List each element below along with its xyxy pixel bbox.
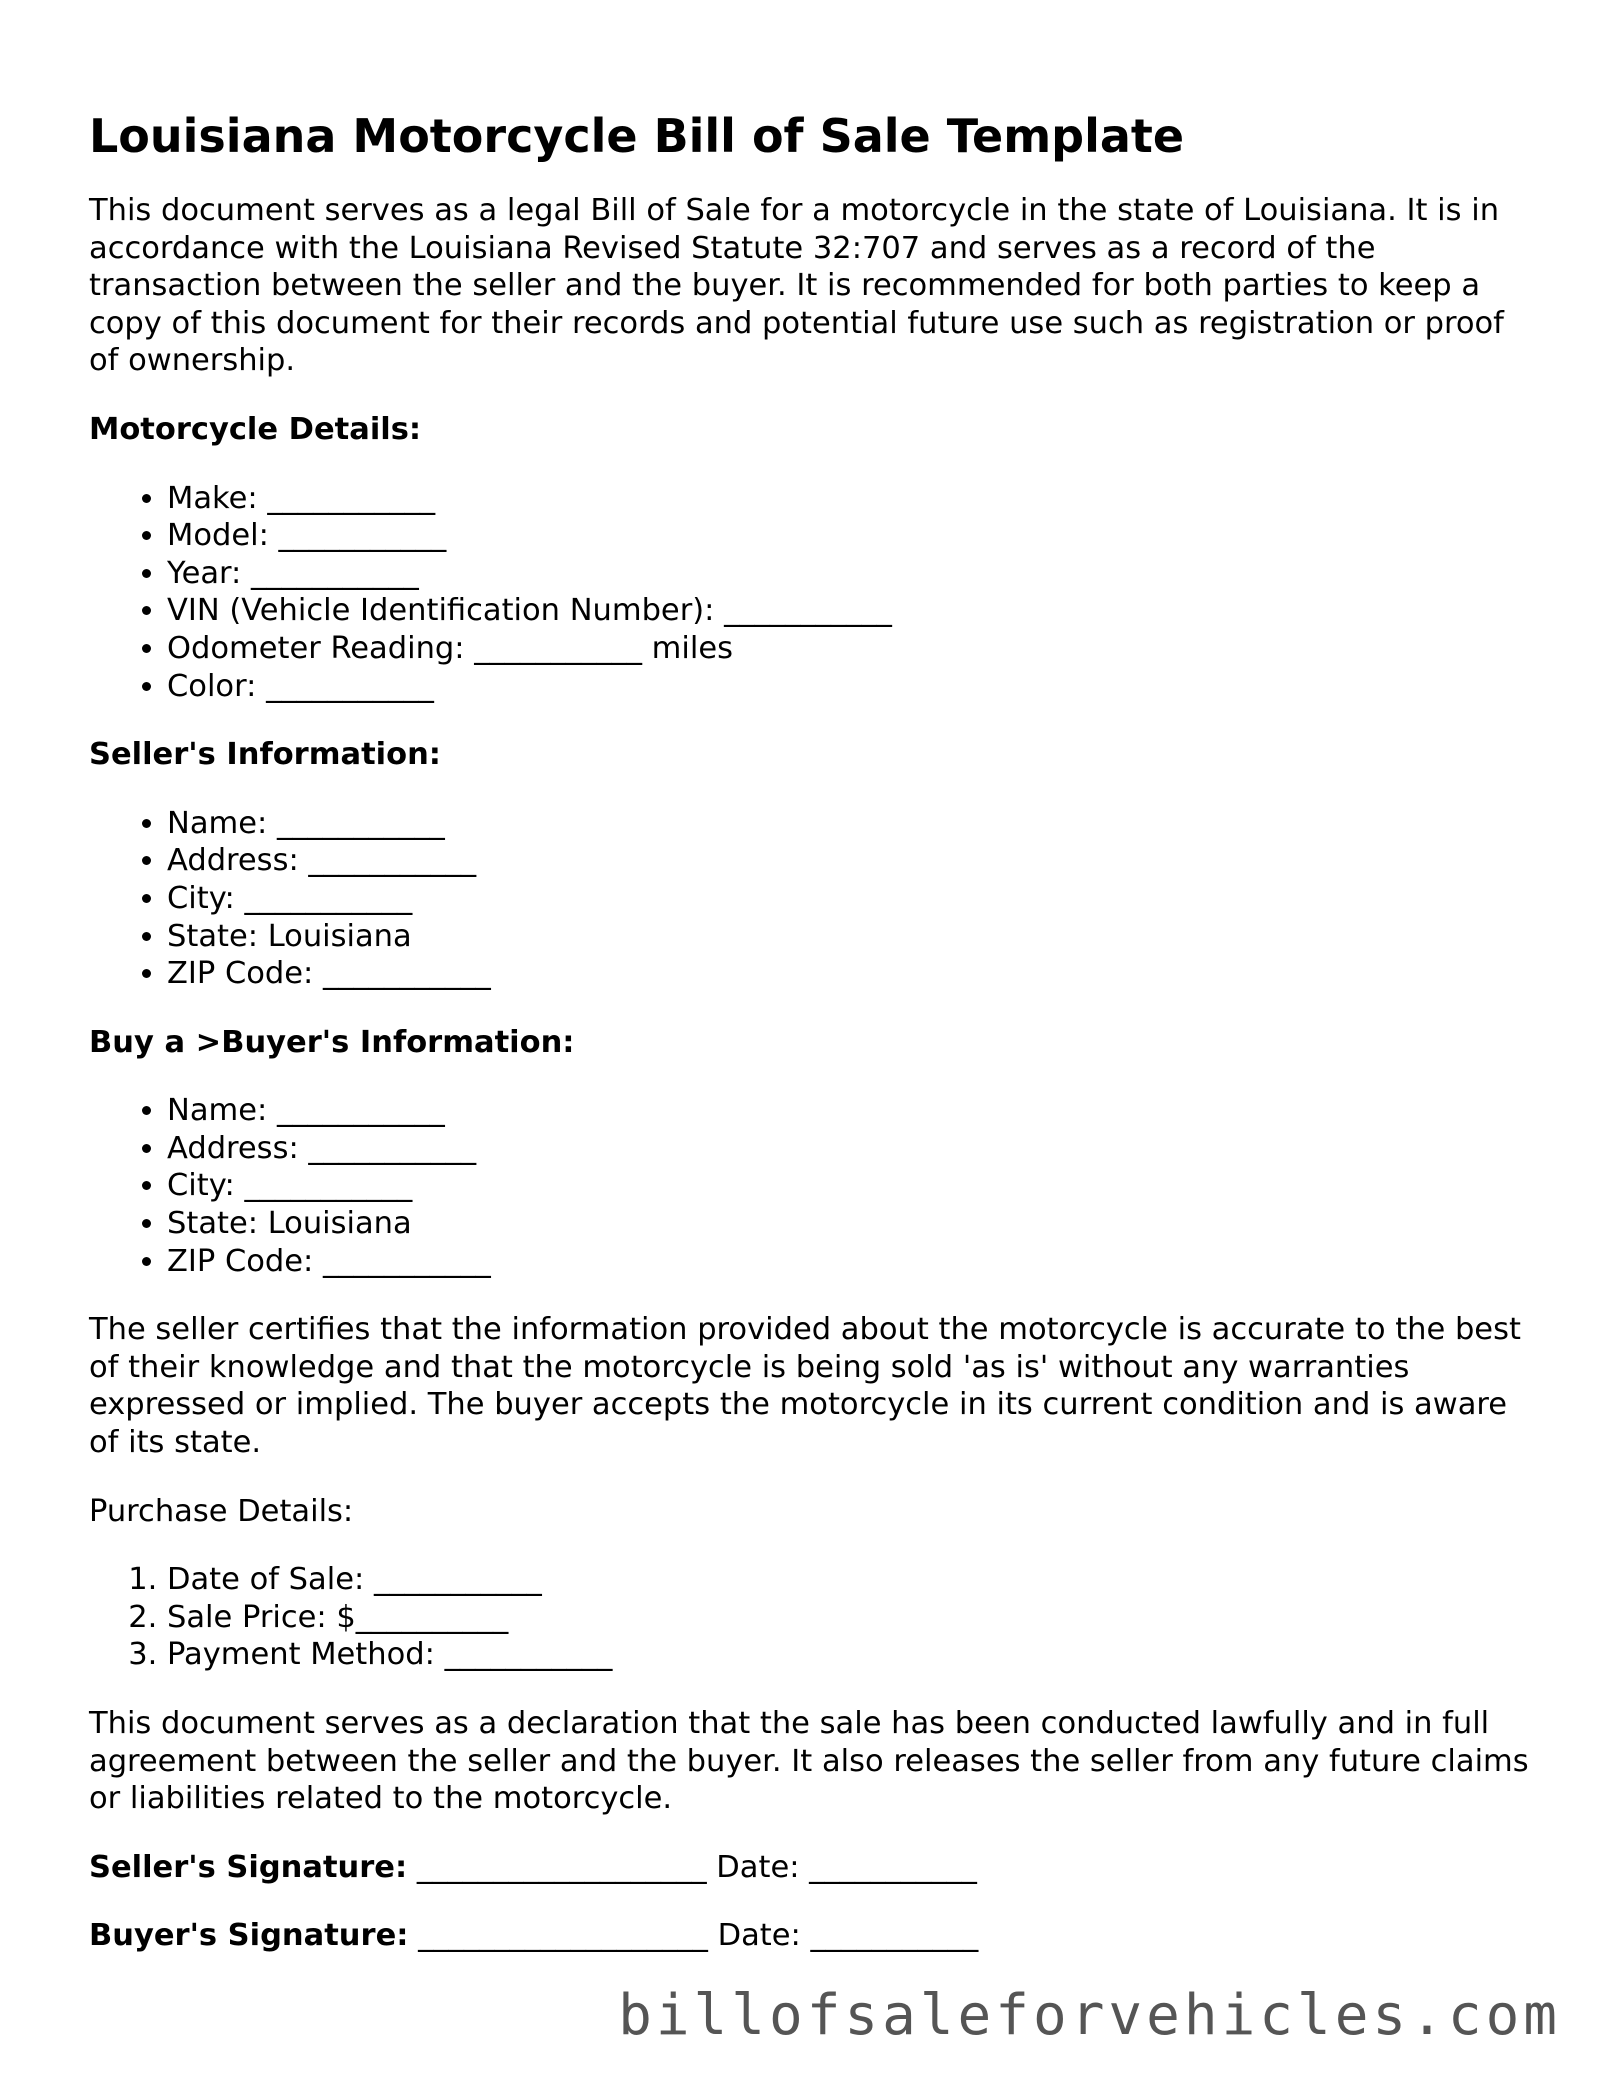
seller-signature-line bbox=[89, 1849, 1529, 1887]
list-item: • Make: ___________ bbox=[167, 480, 1529, 518]
list-item: 1. Date of Sale: ___________ bbox=[167, 1561, 1529, 1599]
motorcycle-details-heading: Motorcycle Details: bbox=[89, 411, 422, 447]
purchase-details-list bbox=[89, 1561, 1529, 1674]
buyer-info-heading: Buy a >Buyer's Information: bbox=[89, 1024, 575, 1060]
list-item: • Name: ___________ bbox=[167, 1092, 1529, 1130]
list-item: • Model: ___________ bbox=[167, 517, 1529, 555]
seller-info-list bbox=[89, 805, 1529, 993]
list-item: • State: Louisiana bbox=[167, 1205, 1529, 1243]
buyer-signature-blanks: ___________________ Date: ___________ bbox=[408, 1918, 979, 1954]
seller-info-heading: Seller's Information: bbox=[89, 737, 441, 773]
intro-paragraph: This document serves as a legal Bill of Sale for a motorcycle in the state of Louisiana. It is in accordance with the Louisiana Revised Statute 32:707 and serves as a record of the transaction between the seller and the buyer. It is recommended for both parties to keep a copy of this document for their records and potential future use such as registration or proof of ownership. bbox=[89, 193, 1504, 379]
list-item: • Name: ___________ bbox=[167, 805, 1529, 843]
certification-paragraph: The seller certifies that the information provided about the motorcycle is accurate to the best of their knowledge and that the motorcycle is being sold 'as is' without any warranties expressed or implied. The buyer accepts the motorcycle in its current condition and is aware of its state. bbox=[89, 1312, 1521, 1461]
document-page bbox=[89, 108, 1529, 1986]
list-item: • ZIP Code: ___________ bbox=[167, 1243, 1529, 1281]
list-item: • ZIP Code: ___________ bbox=[167, 955, 1529, 993]
list-item: 2. Sale Price: $__________ bbox=[167, 1599, 1529, 1637]
document-title: Louisiana Motorcycle Bill of Sale Template bbox=[89, 109, 1185, 163]
purchase-details-heading: Purchase Details: bbox=[89, 1493, 354, 1529]
buyer-signature-line bbox=[89, 1917, 1529, 1955]
list-item: • State: Louisiana bbox=[167, 918, 1529, 956]
list-item: • VIN (Vehicle Identification Number): ___________ bbox=[167, 592, 1529, 630]
motorcycle-details-list bbox=[89, 480, 1529, 706]
buyer-signature-label: Buyer's Signature: bbox=[89, 1918, 409, 1954]
list-item: • Year: ___________ bbox=[167, 555, 1529, 593]
site-watermark: billofsaleforvehicles.com bbox=[618, 1983, 1561, 2048]
seller-signature-blanks: ___________________ Date: ___________ bbox=[407, 1849, 977, 1885]
seller-signature-label: Seller's Signature: bbox=[89, 1849, 408, 1885]
list-item: • Color: ___________ bbox=[167, 668, 1529, 706]
declaration-paragraph: This document serves as a declaration that the sale has been conducted lawfully and in full agreement between the seller and the buyer. It also releases the seller from any future claims or liabilities related to the motorcycle. bbox=[89, 1706, 1529, 1817]
list-item: • City: ___________ bbox=[167, 1167, 1529, 1205]
list-item: • Odometer Reading: ___________ miles bbox=[167, 630, 1529, 668]
list-item: • City: ___________ bbox=[167, 880, 1529, 918]
buyer-info-list bbox=[89, 1092, 1529, 1280]
list-item: 3. Payment Method: ___________ bbox=[167, 1636, 1529, 1674]
list-item: • Address: ___________ bbox=[167, 842, 1529, 880]
list-item: • Address: ___________ bbox=[167, 1130, 1529, 1168]
